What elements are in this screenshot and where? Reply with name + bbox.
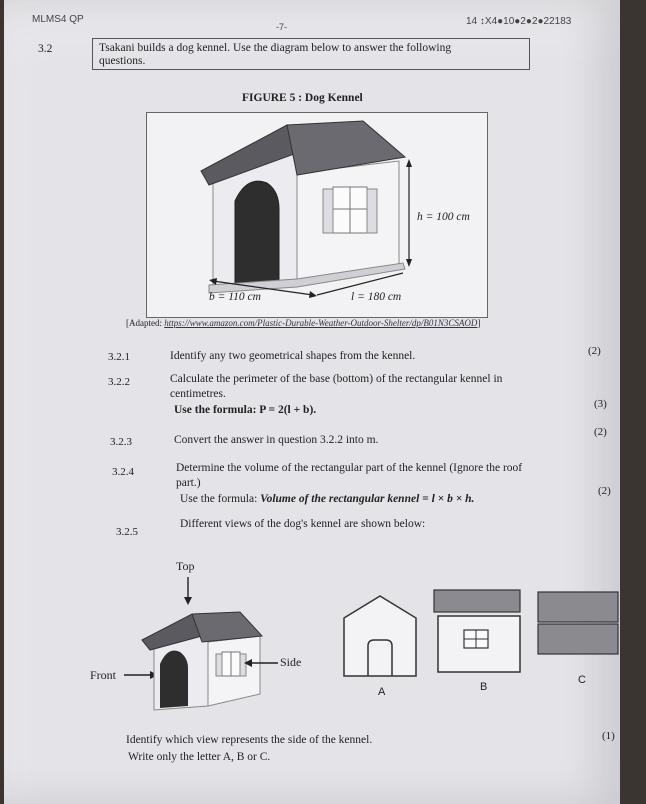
view-option-c-label: C xyxy=(578,674,586,686)
question-intro-line1: Tsakani builds a dog kennel. Use the diagram below to answer the following xyxy=(99,42,452,54)
label-breadth: b = 110 cm xyxy=(209,291,261,303)
view-option-a-label: A xyxy=(378,686,386,698)
final-question-mark: (1) xyxy=(602,730,615,742)
q322-mark: (3) xyxy=(594,398,607,410)
question-intro-line2: questions. xyxy=(99,55,146,67)
figure-title: FIGURE 5 : Dog Kennel xyxy=(242,92,363,104)
header-page-number: -7- xyxy=(276,22,287,32)
q324-number: 3.2.4 xyxy=(112,466,134,478)
q322-text-line1: Calculate the perimeter of the base (bottom) of the rectangular kennel in xyxy=(170,373,503,385)
final-question-line1: Identify which view represents the side of the kennel. xyxy=(126,734,373,746)
q321-text: Identify any two geometrical shapes from the kennel. xyxy=(170,350,416,362)
q324-text-line1: Determine the volume of the rectangular part of the kennel (Ignore the roof xyxy=(176,462,523,474)
side-arrow-icon xyxy=(244,657,278,669)
figure-source-link[interactable]: https://www.amazon.com/Plastic-Durable-Weather-Outdoor-Shelter/dp/B01N3CSAOD xyxy=(164,318,478,328)
question-number: 3.2 xyxy=(38,43,53,55)
final-question-line2: Write only the letter A, B or C. xyxy=(128,751,271,763)
q325-text: Different views of the dog's kennel are shown below: xyxy=(180,518,426,530)
q324-text-line2: part.) xyxy=(176,477,201,489)
figure-source: [Adapted: https://www.amazon.com/Plastic-Durable-Weather-Outdoor-Shelter/dp/B01N3CSAOD] xyxy=(126,318,481,328)
view-side-label: Side xyxy=(280,655,302,669)
header-left: MLMS4 QP xyxy=(32,14,84,25)
q322-formula-label: Use the formula: xyxy=(174,404,260,416)
q322-text-line2: centimetres. xyxy=(170,388,226,400)
view-front-label: Front xyxy=(90,668,117,682)
figure-box xyxy=(146,112,488,318)
q323-text: Convert the answer in question 3.2.2 into m. xyxy=(174,434,379,446)
exam-page xyxy=(4,0,620,804)
q324-formula-label: Use the formula: xyxy=(180,493,261,505)
view-option-c-drawing xyxy=(536,590,620,660)
label-height: h = 100 cm xyxy=(417,211,470,223)
view-option-a-drawing xyxy=(340,594,420,678)
view-option-b-label: B xyxy=(480,681,488,693)
q325-number: 3.2.5 xyxy=(116,526,138,538)
figure-source-prefix: [Adapted: xyxy=(126,318,165,328)
view-option-b-drawing xyxy=(432,588,522,674)
q324-mark: (2) xyxy=(598,485,611,497)
q323-number: 3.2.3 xyxy=(110,436,132,448)
q323-mark: (2) xyxy=(594,426,607,438)
q322-formula-text: P = 2(l + b). xyxy=(259,404,317,416)
q322-number: 3.2.2 xyxy=(108,376,130,388)
top-arrow-icon xyxy=(180,577,196,605)
q324-formula xyxy=(180,493,474,506)
q321-mark: (2) xyxy=(588,345,601,357)
q321-number: 3.2.1 xyxy=(108,351,130,363)
header-right-code: 14 ↕X4●10●2●2●22183 xyxy=(466,16,572,27)
label-length: l = 180 cm xyxy=(351,291,402,303)
question-intro-box xyxy=(92,38,530,70)
q322-formula xyxy=(174,404,316,417)
view-top-label: Top xyxy=(176,559,195,573)
q324-formula-text: Volume of the rectangular kennel = l × b × h. xyxy=(260,493,475,505)
